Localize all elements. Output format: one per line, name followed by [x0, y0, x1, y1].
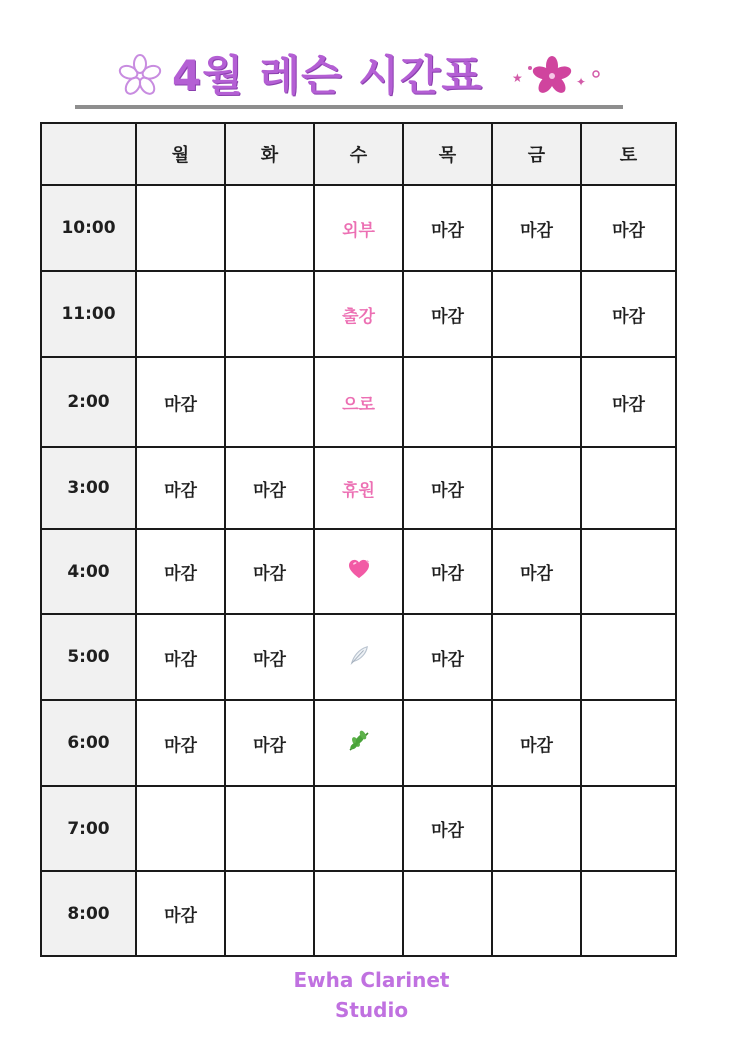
time-cell: 7:00: [41, 786, 136, 871]
slot-cell: [403, 357, 492, 447]
slot-cell: [581, 614, 676, 700]
icon-cell: [314, 614, 403, 700]
slot-cell: 마감: [403, 614, 492, 700]
slot-cell: 마감: [225, 529, 314, 614]
time-cell: 10:00: [41, 185, 136, 271]
heart-icon: [348, 559, 370, 584]
slot-cell: [136, 185, 225, 271]
slot-cell: 마감: [225, 700, 314, 786]
title-underline: [75, 105, 623, 109]
time-cell: 11:00: [41, 271, 136, 357]
slot-cell: [225, 871, 314, 956]
icon-cell: [314, 700, 403, 786]
slot-cell: 마감: [492, 700, 581, 786]
table-row: [41, 700, 676, 786]
footer-line-2: Studio: [334, 998, 409, 1022]
slot-cell: 마감: [403, 271, 492, 357]
slot-cell: [581, 529, 676, 614]
icon-cell: [314, 529, 403, 614]
slot-cell: [225, 271, 314, 357]
slot-cell: 마감: [492, 529, 581, 614]
slot-cell: [492, 786, 581, 871]
slot-cell: [403, 871, 492, 956]
slot-cell: 마감: [403, 786, 492, 871]
schedule-table: [40, 122, 677, 957]
slot-cell: 마감: [403, 529, 492, 614]
slot-cell: 마감: [581, 271, 676, 357]
slot-cell: 마감: [136, 357, 225, 447]
footer: [0, 965, 743, 1025]
notice-cell: 외부: [314, 185, 403, 271]
slot-cell: 마감: [225, 614, 314, 700]
table-row: [41, 529, 676, 614]
slot-cell: [136, 786, 225, 871]
slot-cell: [492, 357, 581, 447]
slot-cell: [492, 447, 581, 529]
svg-text:✦: ✦: [576, 75, 587, 89]
footer-line-1: Ewha Clarinet: [293, 968, 450, 992]
slot-cell: [403, 700, 492, 786]
slot-cell: 마감: [136, 871, 225, 956]
slot-cell: 마감: [136, 700, 225, 786]
slot-cell: [492, 871, 581, 956]
slot-cell: [225, 185, 314, 271]
svg-text:✦: ✦: [364, 559, 370, 566]
day-header: 목: [403, 123, 492, 185]
slot-cell: [225, 786, 314, 871]
slot-cell: [136, 271, 225, 357]
slot-cell: [581, 871, 676, 956]
slot-cell: 마감: [136, 529, 225, 614]
table-row: [41, 871, 676, 956]
table-row: [41, 447, 676, 529]
day-header: 월: [136, 123, 225, 185]
table-row: [41, 614, 676, 700]
slot-cell: 마감: [492, 185, 581, 271]
table-row: [41, 185, 676, 271]
slot-cell: [314, 871, 403, 956]
slot-cell: 마감: [136, 614, 225, 700]
day-header: 수: [314, 123, 403, 185]
slot-cell: 마감: [403, 447, 492, 529]
svg-text:★: ★: [512, 71, 523, 85]
slot-cell: 마감: [581, 185, 676, 271]
slot-cell: [492, 614, 581, 700]
slot-cell: 마감: [581, 357, 676, 447]
day-header: 금: [492, 123, 581, 185]
day-header-row: [41, 123, 676, 185]
slot-cell: 마감: [136, 447, 225, 529]
table-row: [41, 271, 676, 357]
header: [0, 40, 743, 110]
feather-icon: [348, 644, 370, 671]
slot-cell: [314, 786, 403, 871]
time-cell: 6:00: [41, 700, 136, 786]
notice-cell: 으로: [314, 357, 403, 447]
slot-cell: 마감: [225, 447, 314, 529]
time-cell: 8:00: [41, 871, 136, 956]
time-cell: 4:00: [41, 529, 136, 614]
notice-cell: 출강: [314, 271, 403, 357]
time-cell: 3:00: [41, 447, 136, 529]
corner-cell: [41, 123, 136, 185]
day-header: 토: [581, 123, 676, 185]
page-title: 4월 레슨 시간표: [172, 51, 483, 100]
table-row: [41, 786, 676, 871]
slot-cell: [581, 786, 676, 871]
flower-outline-icon: [118, 54, 162, 102]
table-row: [41, 357, 676, 447]
herb-icon: [347, 730, 371, 757]
notice-cell: 휴원: [314, 447, 403, 529]
slot-cell: [492, 271, 581, 357]
time-cell: 2:00: [41, 357, 136, 447]
slot-cell: 마감: [403, 185, 492, 271]
slot-cell: [225, 357, 314, 447]
slot-cell: [581, 700, 676, 786]
day-header: 화: [225, 123, 314, 185]
time-cell: 5:00: [41, 614, 136, 700]
sparkle-flower-icon: [510, 52, 610, 104]
slot-cell: [581, 447, 676, 529]
